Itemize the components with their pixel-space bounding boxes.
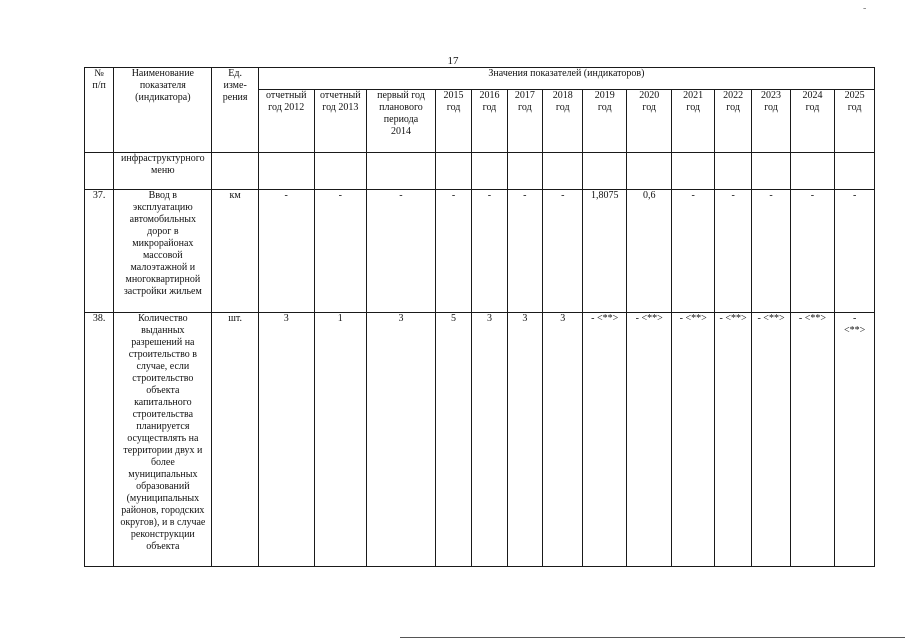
header-year xyxy=(314,90,367,153)
header-values-group-text: Значения показателей (индикаторов) xyxy=(488,68,645,79)
header-year-text: 2018 год xyxy=(552,90,573,113)
header-year-text: отчетный год 2012 xyxy=(265,90,307,113)
header-year xyxy=(435,90,471,153)
header-year-text: 2021 год xyxy=(683,90,704,113)
row-indicator-name xyxy=(114,313,212,567)
row-value xyxy=(314,153,367,190)
table-row-37 xyxy=(85,190,875,313)
row-value: 3 xyxy=(543,313,583,567)
row-value: 3 xyxy=(507,313,542,567)
row-value: - <**> xyxy=(752,313,790,567)
row-value: - xyxy=(507,190,542,313)
header-number xyxy=(85,68,114,153)
row-value xyxy=(435,153,471,190)
table-row-continuation xyxy=(85,153,875,190)
row-value: - <**> xyxy=(672,313,714,567)
header-year xyxy=(507,90,542,153)
row-number: 37. xyxy=(85,190,114,313)
indicators-table xyxy=(84,67,875,567)
header-year xyxy=(752,90,790,153)
header-unit-text: Ед. изме- рения xyxy=(222,68,248,103)
header-year xyxy=(258,90,314,153)
row-value xyxy=(790,153,834,190)
row-value: - <**> xyxy=(790,313,834,567)
row-value: - xyxy=(714,190,751,313)
row-value: - xyxy=(835,190,875,313)
header-year-text: 2015 год xyxy=(443,90,464,113)
row-unit: шт. xyxy=(212,313,259,567)
row-indicator-name-text: Ввод в эксплуатацию автомобильных дорог в микрорайонах массовой малоэтажной и многоквартирной застройки жильем xyxy=(123,190,202,297)
row-number: 38. xyxy=(85,313,114,567)
header-row xyxy=(85,68,875,90)
header-year xyxy=(714,90,751,153)
header-year xyxy=(543,90,583,153)
header-year-text: 2025 год xyxy=(844,90,865,113)
row-value: - xyxy=(258,190,314,313)
row-value xyxy=(672,153,714,190)
header-year-text: 2016 год xyxy=(479,90,500,113)
row-value xyxy=(543,153,583,190)
header-year-text: 2022 год xyxy=(723,90,744,113)
row-value: - xyxy=(752,190,790,313)
row-value: 1,8075 xyxy=(583,190,626,313)
header-year xyxy=(790,90,834,153)
row-value: 3 xyxy=(258,313,314,567)
header-year xyxy=(367,90,436,153)
row-value xyxy=(835,153,875,190)
row-value: - xyxy=(314,190,367,313)
header-values-group xyxy=(258,68,874,90)
row-value: - xyxy=(790,190,834,313)
header-year-text: первый год планового периода 2014 xyxy=(377,90,425,137)
bottom-edge-line xyxy=(400,637,905,638)
row-value: - <**> xyxy=(835,313,875,567)
row-value: - <**> xyxy=(583,313,626,567)
header-year-text: 2017 год xyxy=(514,90,535,113)
row-number xyxy=(85,153,114,190)
row-value: - xyxy=(435,190,471,313)
header-indicator-name xyxy=(114,68,212,153)
row-value xyxy=(626,153,672,190)
row-value: - xyxy=(543,190,583,313)
row-value: - xyxy=(367,190,436,313)
row-value xyxy=(472,153,507,190)
corner-mark: - xyxy=(863,3,867,14)
table-row-38 xyxy=(85,313,875,567)
header-number-text: № п/п xyxy=(92,68,106,91)
row-value: 3 xyxy=(367,313,436,567)
header-year-text: 2024 год xyxy=(802,90,823,113)
header-year xyxy=(672,90,714,153)
header-year-text: 2020 год xyxy=(639,90,660,113)
row-value: - <**> xyxy=(714,313,751,567)
header-unit xyxy=(212,68,259,153)
row-value: 5 xyxy=(435,313,471,567)
header-year xyxy=(472,90,507,153)
header-year-text: 2019 год xyxy=(594,90,615,113)
header-year-text: отчетный год 2013 xyxy=(320,90,361,113)
header-year xyxy=(583,90,626,153)
row-unit xyxy=(212,153,259,190)
row-indicator-name-text: Количество выданных разрешений на строительство в случае, если строительство объекта капитального строительства планируется осуществлять на территории двух и более муниципальных образований (муниципальных районов, городских округов), и в случае реконструкции объекта xyxy=(120,313,206,552)
row-value: 0,6 xyxy=(626,190,672,313)
row-value xyxy=(752,153,790,190)
row-value xyxy=(714,153,751,190)
row-indicator-name xyxy=(114,190,212,313)
row-value: - xyxy=(672,190,714,313)
header-year xyxy=(626,90,672,153)
row-indicator-name xyxy=(114,153,212,190)
row-value xyxy=(583,153,626,190)
row-value xyxy=(507,153,542,190)
row-value: - xyxy=(472,190,507,313)
row-unit: км xyxy=(212,190,259,313)
header-year-text: 2023 год xyxy=(761,90,782,113)
header-year xyxy=(835,90,875,153)
page-number: 17 xyxy=(447,55,459,67)
row-value: 1 xyxy=(314,313,367,567)
row-value xyxy=(258,153,314,190)
header-indicator-name-text: Наименование показателя (индикатора) xyxy=(131,68,194,103)
row-value: - <**> xyxy=(626,313,672,567)
row-indicator-name-text: инфраструктурного меню xyxy=(121,153,205,176)
row-value xyxy=(367,153,436,190)
row-value: 3 xyxy=(472,313,507,567)
